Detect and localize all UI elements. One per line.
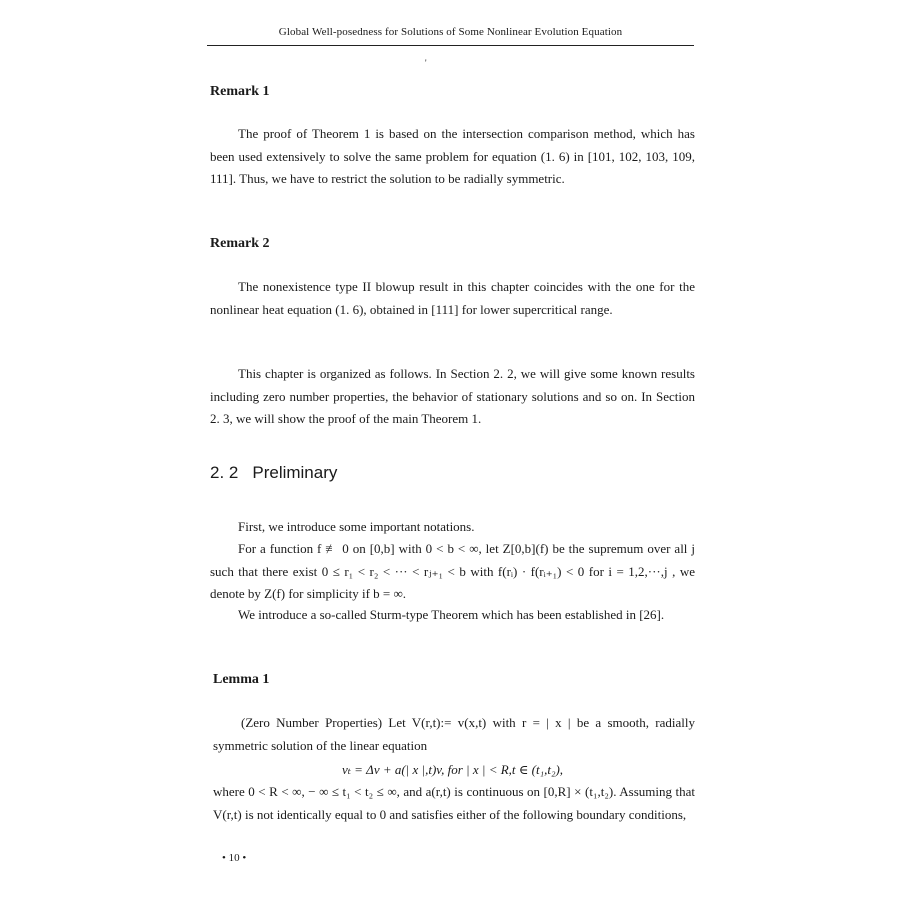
header-rule <box>207 45 694 46</box>
section-number: 2. 2 <box>210 463 239 482</box>
remark-2-body: The nonexistence type II blowup result in this chapter coincides with the one for the nonlinear heat equation (1. 6), obtained in [111] for lower supercritical range. <box>210 279 695 317</box>
prelim-paragraph-1: First, we introduce some important notations. <box>238 519 475 534</box>
prelim-paragraph-3: We introduce a so-called Sturm-type Theorem which has been established in [26]. <box>238 607 665 622</box>
remark-2-heading: Remark 2 <box>210 236 270 251</box>
lemma-1-equation: vₜ = Δv + a(| x |,t)v, for | x | < R,t ∈ (t₁,t₂), <box>341 762 564 777</box>
lemma-1-heading: Lemma 1 <box>213 672 270 687</box>
section-heading <box>210 463 337 483</box>
section-title: Preliminary <box>252 463 338 482</box>
page-number: • 10 • <box>222 852 247 864</box>
print-speck: ' <box>425 58 427 68</box>
running-head: Global Well-posedness for Solutions of Some Nonlinear Evolution Equation <box>278 26 623 38</box>
prelim-paragraph-2: For a function f ≢ 0 on [0,b] with 0 < b < ∞, let Z[0,b](f) be the supremum over all j such that there exist 0 ≤ r₁ < r₂ < ··· < rⱼ₊₁ < b with f(rᵢ) · f(rᵢ₊₁) < 0 for i = 1,2,···,j , we denote by Z(f) for simplicity if b = ∞. <box>210 541 695 601</box>
organization-paragraph: This chapter is organized as follows. In Section 2. 2, we will give some known results including zero number properties, the behavior of stationary solutions and so on. In Section 2. 3, we will show the proof of the main Theorem 1. <box>210 366 695 426</box>
lemma-1-paragraph-2: where 0 < R < ∞, − ∞ ≤ t₁ < t₂ ≤ ∞, and a(r,t) is continuous on [0,R] × (t₁,t₂). Assuming that V(r,t) is not identically equal to 0 and satisfies either of the following boundary conditions, <box>213 784 695 822</box>
remark-1-heading: Remark 1 <box>210 84 270 99</box>
lemma-1-paragraph-1: (Zero Number Properties) Let V(r,t):= v(x,t) with r = | x | be a smooth, radially symmetric solution of the linear equation <box>213 715 695 753</box>
remark-1-body: The proof of Theorem 1 is based on the intersection comparison method, which has been used extensively to solve the same problem for equation (1. 6) in [101, 102, 103, 109, 111]. Thus, we have to restrict the solution to be radially symmetric. <box>210 126 695 186</box>
